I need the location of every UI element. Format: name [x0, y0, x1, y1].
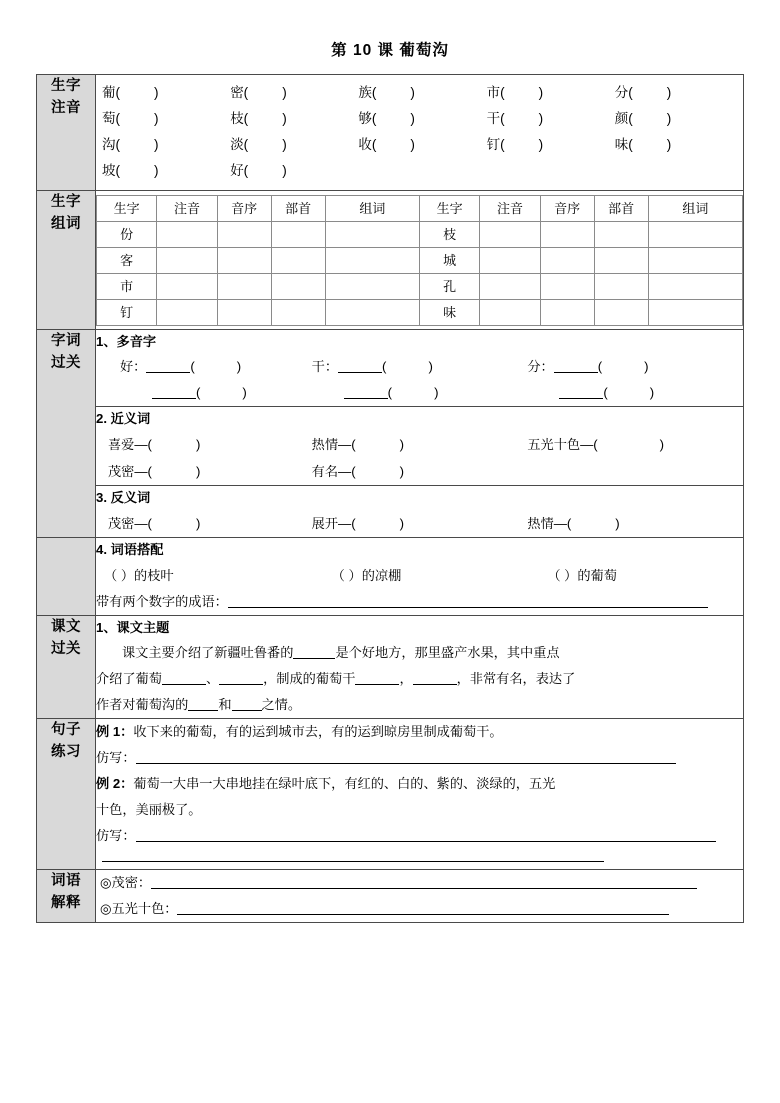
cell-input[interactable] — [540, 299, 594, 325]
cell-shengzi-zhuyin — [96, 74, 744, 190]
kewen-blank[interactable] — [162, 670, 206, 685]
cell-char: 份 — [97, 221, 157, 247]
jieshi-term: 茂密： — [111, 874, 152, 890]
cell-input[interactable] — [157, 221, 217, 247]
jinyici-item — [312, 458, 528, 485]
label-line-2: 练习 — [51, 744, 81, 761]
pinyin-item — [230, 80, 358, 106]
kewen-blank[interactable] — [355, 670, 399, 685]
jieshi-term: 五光十色： — [111, 900, 178, 916]
kewen-line-3 — [96, 692, 743, 718]
page-title: 第 10 课 葡萄沟 — [331, 42, 449, 59]
fangxie-2-line — [96, 823, 743, 849]
paren-close: ) — [154, 136, 159, 152]
dapei-item[interactable] — [312, 562, 528, 589]
cell-input[interactable] — [480, 221, 540, 247]
cell-input[interactable] — [480, 247, 540, 273]
paren-close: ) — [666, 136, 672, 152]
cell-input[interactable] — [271, 221, 325, 247]
paren-close: ) — [666, 84, 672, 100]
paren-close: ) — [282, 110, 287, 126]
chengyu-prompt-label: 带有两个数字的成语： — [96, 593, 228, 609]
kewen-text: ， — [399, 670, 413, 686]
duoyinzi-item — [527, 354, 743, 380]
pinyin-item — [102, 158, 230, 184]
pinyin-char: 味( — [614, 136, 633, 152]
pinyin-item — [358, 106, 486, 132]
paren-close: ) — [154, 110, 159, 126]
example-2-text: 葡萄一大串一大串地挂在绿叶底下，有红的、白的、紫的、淡绿的，五光 — [133, 775, 556, 791]
row-jinyici — [37, 406, 744, 485]
cell-input[interactable] — [540, 273, 594, 299]
pinyin-item — [230, 158, 358, 184]
paren-open: ( — [597, 358, 603, 374]
col-header-bushou-right: 部首 — [594, 195, 648, 221]
cell-input[interactable] — [157, 299, 217, 325]
jieshi-answer-blank[interactable] — [177, 900, 669, 915]
cell-input[interactable] — [271, 247, 325, 273]
paren-close: ) — [538, 84, 544, 100]
jinyici-item — [96, 431, 312, 458]
heading-fanyici: 3. 反义词 — [96, 489, 151, 505]
cell-ciyu-dapei — [96, 537, 744, 615]
kewen-text: 是个好地方，那里盛产水果，其中重点 — [335, 644, 560, 660]
cell-ciyu-jieshi — [96, 869, 744, 922]
row-label-ciyu-dapei-empty — [37, 537, 96, 615]
cell-input[interactable] — [157, 247, 217, 273]
col-header-zhuyin-right: 注音 — [480, 195, 540, 221]
pinyin-char: 淡( — [230, 136, 249, 152]
pinyin-item — [487, 106, 615, 132]
jinyici-row-1 — [96, 431, 743, 458]
duoyinzi-char: 分： — [527, 358, 554, 374]
cell-input[interactable] — [594, 299, 648, 325]
example-2-line-cont — [96, 797, 743, 823]
label-line-1: 生字 — [51, 193, 81, 210]
table-row — [97, 299, 743, 325]
paren-close: ) — [236, 358, 242, 374]
cell-input[interactable] — [648, 221, 742, 247]
bullet-marker-icon: ◎ — [100, 900, 112, 916]
paren-close: ) — [282, 162, 287, 178]
row-ciyu-dapei — [37, 537, 744, 615]
kewen-text: 作者对葡萄沟的 — [96, 696, 189, 712]
fangxie-2-blank-continued[interactable] — [102, 861, 604, 862]
duoyinzi-blank[interactable] — [559, 384, 603, 399]
duoyinzi-item — [312, 354, 528, 380]
col-header-yinxu-right: 音序 — [540, 195, 594, 221]
label-line-1: 课文 — [51, 618, 81, 635]
col-header-zuci-right: 组词 — [648, 195, 742, 221]
kewen-blank[interactable] — [232, 696, 262, 711]
cell-char: 市 — [97, 273, 157, 299]
dapei-text: （ ）的枝叶 — [104, 567, 174, 583]
row-ciyu-jieshi — [37, 869, 744, 922]
table-row — [97, 273, 743, 299]
pinyin-item — [230, 106, 358, 132]
row-label-ciyu-jieshi — [37, 869, 96, 922]
col-header-shengzi-left: 生字 — [97, 195, 157, 221]
cell-input[interactable] — [648, 247, 742, 273]
kewen-text: 和 — [218, 696, 232, 712]
fangxie-1-blank[interactable] — [136, 749, 676, 764]
kewen-blank[interactable] — [293, 644, 335, 659]
cell-duoyinzi — [96, 329, 744, 406]
kewen-text: ，非常有名，表达了 — [456, 670, 576, 686]
paren-close: ) — [644, 358, 649, 374]
kewen-line-2 — [96, 666, 743, 692]
pinyin-item — [358, 132, 486, 158]
pinyin-item-empty — [615, 158, 743, 184]
label-line-2: 过关 — [51, 355, 81, 372]
row-shengzi-zuci — [37, 190, 744, 329]
kewen-blank[interactable] — [219, 670, 263, 685]
cell-input[interactable] — [594, 221, 648, 247]
kewen-text: 、 — [205, 670, 220, 686]
cell-char: 钉 — [97, 299, 157, 325]
row-juzi-lianxi — [37, 718, 744, 869]
cell-char: 孔 — [419, 273, 479, 299]
duoyinzi-blank[interactable] — [344, 384, 388, 399]
label-line-1: 字词 — [51, 332, 81, 349]
fanyici-item — [312, 510, 528, 537]
paren-open: ( — [190, 358, 195, 374]
cell-input[interactable] — [325, 299, 419, 325]
character-table — [96, 195, 743, 326]
cell-input[interactable] — [325, 221, 419, 247]
pinyin-char: 市( — [486, 84, 505, 100]
cell-input[interactable] — [217, 299, 271, 325]
example-2-label: 例 2： — [96, 775, 134, 791]
paren-open: ( — [387, 384, 393, 400]
cell-juzi-lianxi — [96, 718, 744, 869]
paren-close: ) — [195, 515, 201, 531]
pinyin-char: 枝( — [230, 110, 249, 126]
kewen-text: 介绍了葡萄 — [96, 670, 162, 686]
jieshi-item-1 — [100, 870, 743, 896]
jinyici-item-empty — [527, 458, 743, 485]
row-shengzi-zhuyin — [37, 74, 744, 190]
example-2-text-cont: 十色，美丽极了。 — [96, 801, 202, 817]
paren-open: ( — [196, 384, 201, 400]
example-1-line — [96, 719, 743, 745]
jinyici-term: 五光十色—( — [527, 436, 598, 452]
jinyici-term: 热情—( — [311, 436, 356, 452]
cell-input[interactable] — [480, 299, 540, 325]
cell-shengzi-zuci — [96, 190, 744, 329]
chengyu-answer-blank[interactable] — [228, 593, 708, 608]
pinyin-char: 分( — [614, 84, 633, 100]
dapei-text: （ ）的葡萄 — [547, 567, 617, 583]
paren-close: ) — [434, 384, 439, 400]
pinyin-item-empty — [487, 158, 615, 184]
duoyinzi-item — [96, 380, 312, 406]
label-line-2: 过关 — [51, 641, 81, 658]
paren-close: ) — [428, 358, 433, 374]
worksheet-table — [36, 74, 744, 923]
duoyinzi-char: 好： — [120, 358, 147, 374]
example-1-text: 收下来的葡萄，有的运到城市去，有的运到晾房里制成葡萄干。 — [133, 723, 503, 739]
pinyin-char: 沟( — [102, 136, 120, 152]
paren-close: ) — [282, 136, 287, 152]
pinyin-item — [487, 132, 615, 158]
duoyinzi-char: 干： — [311, 358, 339, 374]
jinyici-item — [527, 431, 743, 458]
row-label-shengzi-zuci — [37, 190, 96, 329]
kewen-line-1 — [96, 640, 743, 666]
cell-input[interactable] — [325, 273, 419, 299]
fanyici-term: 茂密—( — [108, 515, 152, 531]
cell-input[interactable] — [217, 247, 271, 273]
pinyin-char: 好( — [230, 162, 249, 178]
label-line-1: 句子 — [51, 721, 81, 738]
table-row — [97, 247, 743, 273]
cell-input[interactable] — [271, 299, 325, 325]
duoyinzi-row-1 — [96, 354, 743, 380]
label-line-2: 组词 — [51, 216, 81, 233]
cell-kewen-guoguan — [96, 615, 744, 718]
row-label-kewen-guoguan — [37, 615, 96, 718]
duoyinzi-blank[interactable] — [152, 384, 196, 399]
row-fanyici — [37, 485, 744, 537]
ciyu-dapei-row — [96, 562, 743, 589]
pinyin-char: 葡( — [102, 84, 120, 100]
label-line-2: 注音 — [51, 100, 81, 117]
fanyici-term: 展开—( — [311, 515, 356, 531]
jieshi-item-2 — [100, 896, 743, 922]
fanyici-item — [527, 510, 743, 537]
kewen-text: ，制成的葡萄干 — [263, 670, 356, 686]
fangxie-2-label: 仿写： — [96, 827, 136, 843]
example-1-label: 例 1： — [96, 723, 134, 739]
jinyici-item — [312, 431, 528, 458]
col-header-zuci-left: 组词 — [325, 195, 419, 221]
fanyici-row-1 — [96, 510, 743, 537]
cell-input[interactable] — [271, 273, 325, 299]
paren-close: ) — [666, 110, 672, 126]
pinyin-char: 族( — [358, 84, 377, 100]
dapei-item[interactable] — [96, 562, 312, 589]
table-header-row — [97, 195, 743, 221]
cell-input[interactable] — [540, 221, 594, 247]
fanyici-item — [96, 510, 312, 537]
cell-char: 城 — [419, 247, 479, 273]
dapei-item[interactable] — [527, 562, 743, 589]
fangxie-1-label: 仿写： — [96, 749, 136, 765]
paren-close: ) — [195, 463, 201, 479]
pinyin-item — [358, 80, 486, 106]
paren-close: ) — [399, 463, 405, 479]
paren-close: ) — [615, 515, 620, 531]
label-line-1: 生字 — [51, 77, 81, 94]
cell-input[interactable] — [325, 247, 419, 273]
cell-char: 枝 — [419, 221, 479, 247]
pinyin-char: 萄( — [102, 110, 120, 126]
paren-close: ) — [410, 84, 415, 100]
pinyin-item — [230, 132, 358, 158]
kewen-blank[interactable] — [188, 696, 218, 711]
label-line-2: 解释 — [51, 895, 81, 912]
cell-input[interactable] — [594, 247, 648, 273]
paren-close: ) — [410, 110, 415, 126]
table-row — [97, 221, 743, 247]
cell-input[interactable] — [217, 221, 271, 247]
pinyin-item-empty — [358, 158, 486, 184]
jinyici-row-2 — [96, 458, 743, 485]
paren-close: ) — [399, 515, 405, 531]
pinyin-char: 收( — [358, 136, 377, 152]
pinyin-char: 坡( — [102, 162, 120, 178]
example-2-line — [96, 771, 743, 797]
col-header-zhuyin-left: 注音 — [157, 195, 217, 221]
pinyin-item — [102, 132, 230, 158]
pinyin-char: 干( — [486, 110, 505, 126]
kewen-blank[interactable] — [413, 670, 457, 685]
paren-open: ( — [382, 358, 387, 374]
paren-close: ) — [399, 436, 405, 452]
pinyin-item — [615, 132, 743, 158]
jinyici-term: 茂密—( — [108, 463, 152, 479]
row-label-zici-guoguan — [37, 329, 96, 537]
cell-input[interactable] — [480, 273, 540, 299]
paren-close: ) — [195, 436, 201, 452]
label-line-1: 词语 — [51, 872, 81, 889]
duoyinzi-blank[interactable] — [338, 358, 382, 373]
jieshi-answer-blank[interactable] — [151, 874, 697, 889]
row-kewen-guoguan — [37, 615, 744, 718]
cell-jinyici — [96, 406, 744, 485]
pinyin-item — [615, 80, 743, 106]
pinyin-item — [615, 106, 743, 132]
duoyinzi-item — [96, 354, 312, 380]
paren-close: ) — [659, 436, 665, 452]
pinyin-char: 钉( — [486, 136, 505, 152]
heading-duoyinzi: 1、多音字 — [96, 333, 157, 349]
chengyu-prompt-row — [96, 589, 743, 615]
dapei-text: （ ）的凉棚 — [331, 567, 402, 583]
heading-ciyu-dapei: 4. 词语搭配 — [96, 541, 164, 557]
row-duoyinzi — [37, 329, 744, 406]
paren-close: ) — [282, 84, 287, 100]
pinyin-char: 够( — [358, 110, 377, 126]
duoyinzi-blank[interactable] — [146, 358, 190, 373]
fangxie-1-line — [96, 745, 743, 771]
pinyin-char: 密( — [230, 84, 249, 100]
cell-char: 味 — [419, 299, 479, 325]
paren-open: ( — [603, 384, 608, 400]
paren-close: ) — [538, 136, 544, 152]
jinyici-term: 有名—( — [311, 463, 356, 479]
cell-fanyici — [96, 485, 744, 537]
pinyin-char: 颜( — [614, 110, 633, 126]
jinyici-term: 喜爱—( — [108, 436, 152, 452]
cell-input[interactable] — [648, 273, 742, 299]
duoyinzi-item — [312, 380, 528, 406]
fangxie-2-blank[interactable] — [136, 827, 716, 842]
paren-close: ) — [154, 84, 159, 100]
pinyin-item — [102, 80, 230, 106]
duoyinzi-item — [527, 380, 743, 406]
bullet-marker-icon: ◎ — [100, 874, 112, 890]
paren-close: ) — [649, 384, 655, 400]
col-header-bushou-left: 部首 — [271, 195, 325, 221]
cell-input[interactable] — [648, 299, 742, 325]
jinyici-item — [96, 458, 312, 485]
row-label-juzi-lianxi — [37, 718, 96, 869]
pinyin-item — [487, 80, 615, 106]
paren-close: ) — [410, 136, 415, 152]
pinyin-item — [102, 106, 230, 132]
cell-input[interactable] — [157, 273, 217, 299]
kewen-text: 课文主要介绍了新疆吐鲁番的 — [122, 644, 294, 660]
cell-input[interactable] — [594, 273, 648, 299]
heading-jinyici: 2. 近义词 — [96, 410, 151, 426]
duoyinzi-row-2 — [96, 380, 743, 406]
row-label-shengzi-zhuyin — [37, 74, 96, 190]
fanyici-term: 热情—( — [527, 515, 572, 531]
col-header-yinxu-left: 音序 — [217, 195, 271, 221]
col-header-shengzi-right: 生字 — [419, 195, 479, 221]
kewen-text: 之情。 — [261, 696, 302, 712]
cell-input[interactable] — [217, 273, 271, 299]
paren-close: ) — [242, 384, 247, 400]
cell-input[interactable] — [540, 247, 594, 273]
paren-close: ) — [538, 110, 544, 126]
duoyinzi-blank[interactable] — [554, 358, 598, 373]
cell-char: 客 — [97, 247, 157, 273]
paren-close: ) — [154, 162, 159, 178]
heading-kewen-zhuti: 1、课文主题 — [96, 619, 170, 635]
pinyin-grid — [96, 75, 743, 190]
